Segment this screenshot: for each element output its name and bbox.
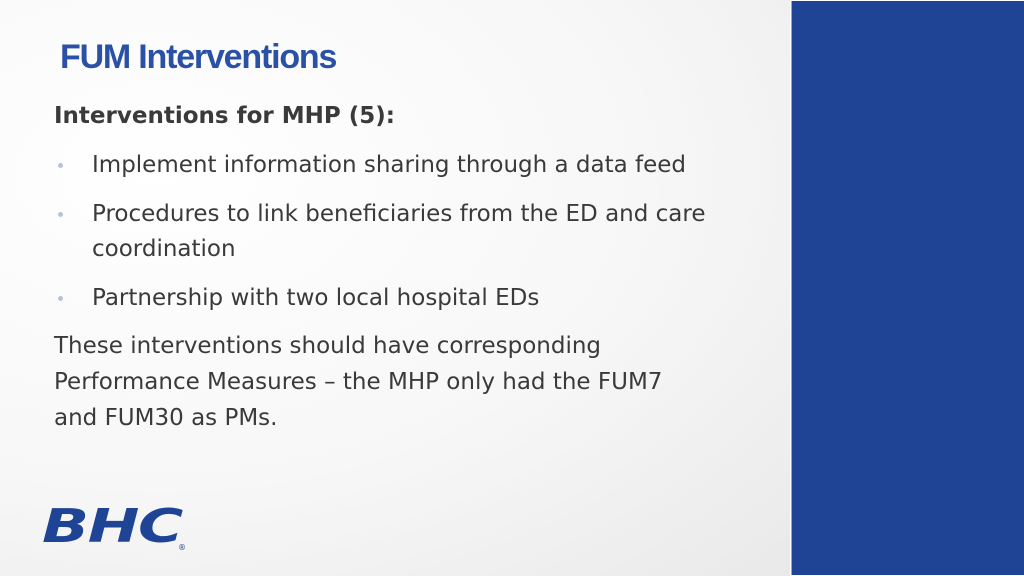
bhc-logo <box>40 500 190 552</box>
side-color-panel <box>791 1 1024 575</box>
bhc-logo-text: BHC <box>42 500 184 552</box>
bullet-dot-icon <box>58 212 63 217</box>
bullet-item <box>54 148 754 183</box>
bullet-dot-icon <box>58 163 63 168</box>
bullet-item <box>54 281 754 316</box>
bullet-dot-icon <box>58 296 63 301</box>
performance-measures-note: These interventions should have corresponding Performance Measures – the MHP only had the FUM7 and FUM30 as PMs. <box>54 333 663 431</box>
bullet-list <box>54 148 754 316</box>
bullet-text: Procedures to link beneficiaries from the ED and care coordination <box>92 201 706 262</box>
bullet-item <box>54 197 754 267</box>
bullet-text: Partnership with two local hospital EDs <box>92 285 540 311</box>
bullet-text: Implement information sharing through a data feed <box>92 152 687 178</box>
slide-content <box>54 98 754 436</box>
registered-mark-icon: ® <box>178 543 186 552</box>
interventions-subheading: Interventions for MHP (5): <box>54 103 395 129</box>
slide-title: FUM Interventions <box>60 38 337 76</box>
